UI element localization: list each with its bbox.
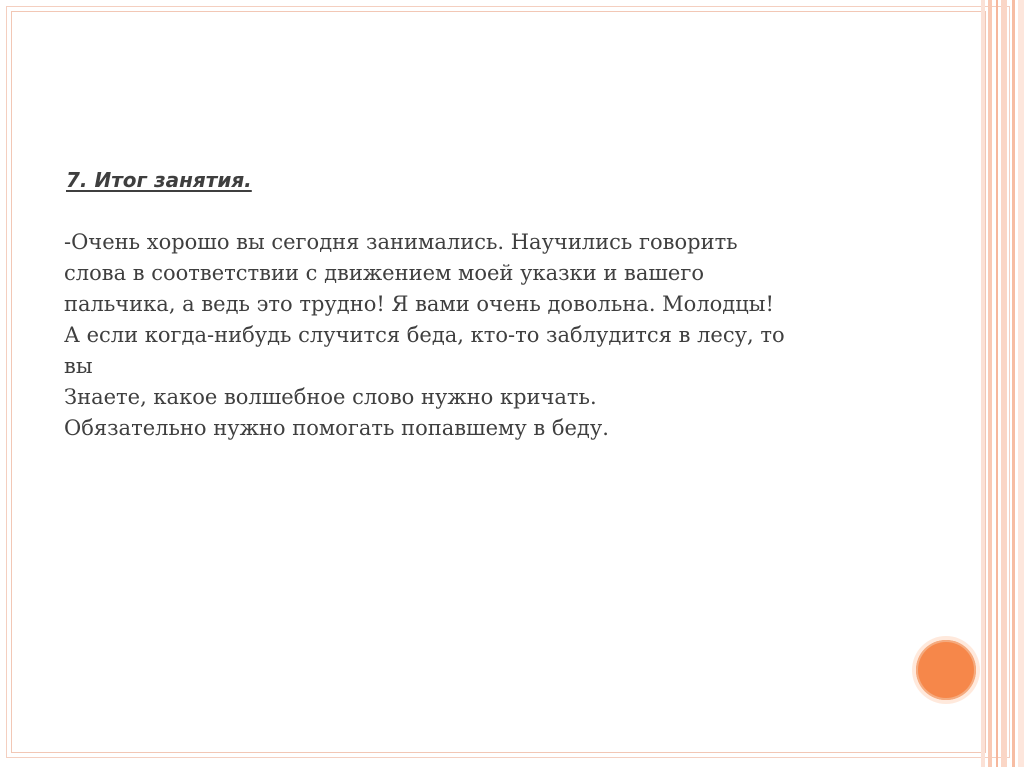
- body-line: -Очень хорошо вы сегодня занимались. Научились говорить: [64, 230, 738, 254]
- decor-stripe: [1012, 0, 1015, 767]
- body-line: слова в соответствии с движением моей указки и вашего: [64, 261, 704, 285]
- decor-stripe: [1001, 0, 1007, 767]
- body-line: Обязательно нужно помогать попавшему в беду.: [64, 416, 609, 440]
- decor-stripe: [996, 0, 998, 767]
- body-line: А если когда-нибудь случится беда, кто-то заблудится в лесу, то: [64, 323, 785, 347]
- slide-body-text: [64, 227, 894, 444]
- decor-stripe: [1018, 0, 1024, 767]
- decor-stripe: [988, 0, 992, 767]
- body-line: вы: [64, 354, 93, 378]
- body-line: пальчика, а ведь это трудно! Я вами очень довольна. Молодцы!: [64, 292, 774, 316]
- decor-circle: [916, 640, 976, 700]
- decor-stripe: [981, 0, 985, 767]
- body-line: Знаете, какое волшебное слово нужно кричать.: [64, 385, 597, 409]
- slide-title: 7. Итог занятия.: [66, 168, 252, 192]
